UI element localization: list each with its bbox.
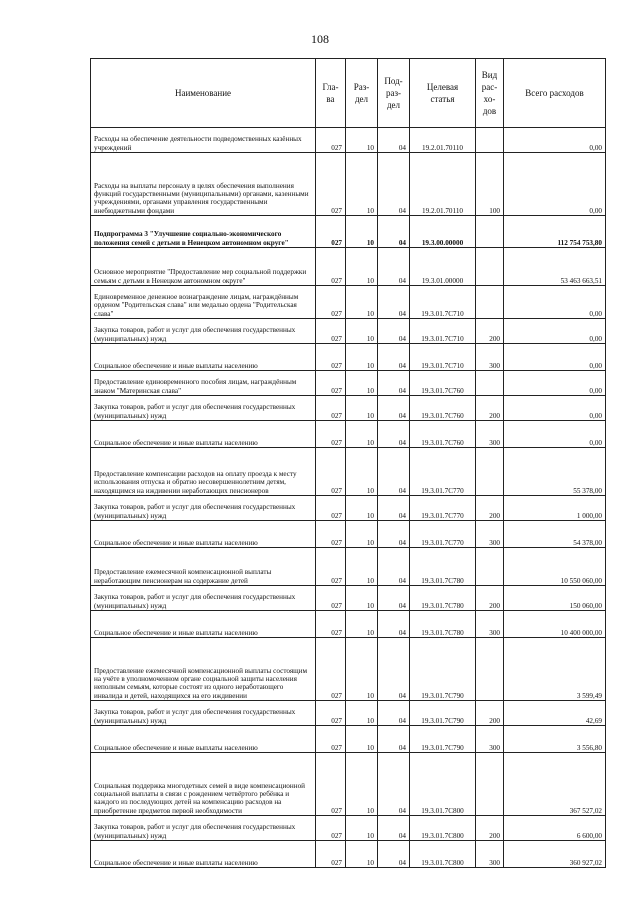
budget-table [90, 58, 606, 868]
row-name: Основное мероприятие "Предоставление мер социальной поддержки семьям с детьми в Ненецком автономном округе" [91, 248, 316, 286]
row-section: 10 [346, 216, 378, 248]
row-total: 0,00 [504, 344, 606, 371]
row-name: Социальное обеспечение и иные выплаты населению [91, 726, 316, 753]
row-section: 10 [346, 726, 378, 753]
row-target: 19.3.01.7C760 [410, 421, 476, 448]
row-chapter: 027 [316, 344, 346, 371]
row-section: 10 [346, 611, 378, 638]
row-chapter: 027 [316, 586, 346, 611]
header-target: Целевая статья [410, 59, 476, 128]
row-subsection: 04 [378, 128, 410, 153]
row-target: 19.3.01.7C790 [410, 638, 476, 701]
table-row [91, 128, 606, 153]
row-expense-type: 300 [476, 726, 504, 753]
row-name: Социальное обеспечение и иные выплаты населению [91, 521, 316, 548]
row-expense-type: 300 [476, 611, 504, 638]
row-subsection: 04 [378, 638, 410, 701]
row-subsection: 04 [378, 344, 410, 371]
row-target: 19.3.01.7C710 [410, 286, 476, 319]
row-total: 1 000,00 [504, 496, 606, 521]
row-total: 0,00 [504, 371, 606, 396]
row-section: 10 [346, 701, 378, 726]
row-subsection: 04 [378, 371, 410, 396]
row-section: 10 [346, 344, 378, 371]
row-target: 19.3.01.7C780 [410, 611, 476, 638]
row-total: 54 378,00 [504, 521, 606, 548]
row-expense-type [476, 638, 504, 701]
row-subsection: 04 [378, 521, 410, 548]
row-section: 10 [346, 128, 378, 153]
table-row [91, 248, 606, 286]
row-target: 19.2.01.70110 [410, 128, 476, 153]
row-chapter: 027 [316, 753, 346, 816]
row-chapter: 027 [316, 128, 346, 153]
row-subsection: 04 [378, 319, 410, 344]
row-name: Закупка товаров, работ и услуг для обеспечения государственных (муниципальных) нужд [91, 701, 316, 726]
row-expense-type: 300 [476, 521, 504, 548]
row-subsection: 04 [378, 726, 410, 753]
row-expense-type [476, 371, 504, 396]
row-total: 150 060,00 [504, 586, 606, 611]
row-total: 0,00 [504, 153, 606, 216]
row-expense-type: 200 [476, 496, 504, 521]
row-target: 19.3.01.7C800 [410, 816, 476, 841]
row-expense-type: 300 [476, 421, 504, 448]
row-section: 10 [346, 841, 378, 868]
row-chapter: 027 [316, 371, 346, 396]
row-total: 0,00 [504, 319, 606, 344]
row-target: 19.3.01.7C780 [410, 548, 476, 586]
row-total: 367 527,02 [504, 753, 606, 816]
row-chapter: 027 [316, 816, 346, 841]
row-expense-type [476, 548, 504, 586]
table-row [91, 521, 606, 548]
row-chapter: 027 [316, 248, 346, 286]
row-subsection: 04 [378, 448, 410, 496]
table-row [91, 396, 606, 421]
row-total: 0,00 [504, 396, 606, 421]
row-subsection: 04 [378, 611, 410, 638]
row-total: 42,69 [504, 701, 606, 726]
row-subsection: 04 [378, 153, 410, 216]
row-name: Социальное обеспечение и иные выплаты населению [91, 611, 316, 638]
row-total: 10 400 000,00 [504, 611, 606, 638]
table-row [91, 726, 606, 753]
row-section: 10 [346, 816, 378, 841]
table-row [91, 448, 606, 496]
row-name: Единовременное денежное вознаграждение лицам, награждённым орденом "Родительская слава" или медалью ордена "Родительская слава" [91, 286, 316, 319]
row-total: 10 550 060,00 [504, 548, 606, 586]
row-expense-type [476, 286, 504, 319]
row-section: 10 [346, 421, 378, 448]
header-expense-type: Вид рас- хо- дов [476, 59, 504, 128]
page-number: 108 [311, 32, 329, 46]
row-name: Предоставление компенсации расходов на оплату проезда к месту использования отпуска и обратно несовершеннолетним детям, находящимся на иждивении неработающих пенсионеров [91, 448, 316, 496]
row-chapter: 027 [316, 319, 346, 344]
row-name: Закупка товаров, работ и услуг для обеспечения государственных (муниципальных) нужд [91, 496, 316, 521]
table-row [91, 153, 606, 216]
row-chapter: 027 [316, 216, 346, 248]
row-name: Социальное обеспечение и иные выплаты населению [91, 841, 316, 868]
table-row [91, 344, 606, 371]
row-chapter: 027 [316, 421, 346, 448]
table-row [91, 216, 606, 248]
row-target: 19.3.01.7C770 [410, 448, 476, 496]
row-section: 10 [346, 319, 378, 344]
row-expense-type: 200 [476, 701, 504, 726]
row-target: 19.3.01.7C760 [410, 396, 476, 421]
row-name: Подпрограмма 3 "Улучшение социально-экономического положения семей с детьми в Ненецком автономном округе" [91, 216, 316, 248]
row-chapter: 027 [316, 448, 346, 496]
header-name: Наименование [91, 59, 316, 128]
row-total: 55 378,00 [504, 448, 606, 496]
row-section: 10 [346, 153, 378, 216]
row-total: 3 556,80 [504, 726, 606, 753]
row-subsection: 04 [378, 753, 410, 816]
row-chapter: 027 [316, 726, 346, 753]
row-expense-type [476, 216, 504, 248]
row-section: 10 [346, 396, 378, 421]
table-row [91, 841, 606, 868]
row-chapter: 027 [316, 548, 346, 586]
row-total: 0,00 [504, 421, 606, 448]
row-name: Социальное обеспечение и иные выплаты населению [91, 344, 316, 371]
row-name: Предоставление ежемесячной компенсационной выплаты состоящим на учёте в уполномоченном органе социальной защиты населения неполным семьям, которые состоят из одного неработающего инвалида и детей, находящихся на его иждивении [91, 638, 316, 701]
row-chapter: 027 [316, 396, 346, 421]
row-subsection: 04 [378, 701, 410, 726]
row-target: 19.3.01.7C760 [410, 371, 476, 396]
row-section: 10 [346, 248, 378, 286]
row-section: 10 [346, 521, 378, 548]
row-total: 0,00 [504, 128, 606, 153]
row-expense-type: 200 [476, 396, 504, 421]
row-name: Закупка товаров, работ и услуг для обеспечения государственных (муниципальных) нужд [91, 816, 316, 841]
row-name: Расходы на выплаты персоналу в целях обеспечения выполнения функций государственными (муниципальными) органами, казенными учреждениями, органами управления государственными внебюджетными фондами [91, 153, 316, 216]
header-section: Раз- дел [346, 59, 378, 128]
row-expense-type: 100 [476, 153, 504, 216]
row-section: 10 [346, 448, 378, 496]
table-row [91, 421, 606, 448]
row-section: 10 [346, 286, 378, 319]
row-chapter: 027 [316, 841, 346, 868]
row-name: Закупка товаров, работ и услуг для обеспечения государственных (муниципальных) нужд [91, 586, 316, 611]
row-subsection: 04 [378, 286, 410, 319]
row-subsection: 04 [378, 816, 410, 841]
row-expense-type: 200 [476, 586, 504, 611]
row-total: 6 600,00 [504, 816, 606, 841]
row-subsection: 04 [378, 841, 410, 868]
table-row [91, 286, 606, 319]
row-expense-type: 300 [476, 841, 504, 868]
row-subsection: 04 [378, 496, 410, 521]
row-total: 0,00 [504, 286, 606, 319]
row-subsection: 04 [378, 216, 410, 248]
row-section: 10 [346, 638, 378, 701]
row-name: Закупка товаров, работ и услуг для обеспечения государственных (муниципальных) нужд [91, 319, 316, 344]
row-total: 3 599,49 [504, 638, 606, 701]
table-row [91, 611, 606, 638]
row-target: 19.3.01.00000 [410, 248, 476, 286]
row-chapter: 027 [316, 638, 346, 701]
row-total: 112 754 753,80 [504, 216, 606, 248]
table-row [91, 548, 606, 586]
row-target: 19.3.01.7C780 [410, 586, 476, 611]
row-subsection: 04 [378, 548, 410, 586]
row-expense-type: 200 [476, 319, 504, 344]
table-row [91, 371, 606, 396]
row-section: 10 [346, 753, 378, 816]
row-target: 19.3.01.7C710 [410, 344, 476, 371]
row-target: 19.2.01.70110 [410, 153, 476, 216]
row-section: 10 [346, 548, 378, 586]
header-subsection: Под- раз- дел [378, 59, 410, 128]
row-target: 19.3.01.7C790 [410, 701, 476, 726]
row-chapter: 027 [316, 286, 346, 319]
row-section: 10 [346, 586, 378, 611]
table-header-row [91, 59, 606, 128]
row-target: 19.3.00.00000 [410, 216, 476, 248]
row-chapter: 027 [316, 521, 346, 548]
row-chapter: 027 [316, 611, 346, 638]
row-expense-type [476, 448, 504, 496]
row-name: Закупка товаров, работ и услуг для обеспечения государственных (муниципальных) нужд [91, 396, 316, 421]
row-subsection: 04 [378, 248, 410, 286]
row-name: Расходы на обеспечение деятельности подведомственных казённых учреждений [91, 128, 316, 153]
row-target: 19.3.01.7C770 [410, 496, 476, 521]
table-row [91, 701, 606, 726]
row-total: 360 927,02 [504, 841, 606, 868]
row-subsection: 04 [378, 421, 410, 448]
header-chapter: Гла- ва [316, 59, 346, 128]
row-expense-type [476, 248, 504, 286]
row-section: 10 [346, 496, 378, 521]
row-chapter: 027 [316, 496, 346, 521]
row-name: Предоставление единовременного пособия лицам, награждённым знаком "Материнская слава" [91, 371, 316, 396]
row-expense-type [476, 753, 504, 816]
row-expense-type [476, 128, 504, 153]
table-row [91, 638, 606, 701]
row-name: Предоставление ежемесячной компенсационной выплаты неработающим пенсионерам на содержание детей [91, 548, 316, 586]
row-target: 19.3.01.7C710 [410, 319, 476, 344]
table-row [91, 586, 606, 611]
row-total: 53 463 663,51 [504, 248, 606, 286]
table-row [91, 816, 606, 841]
row-expense-type: 300 [476, 344, 504, 371]
header-total: Всего расходов [504, 59, 606, 128]
row-target: 19.3.01.7C770 [410, 521, 476, 548]
row-target: 19.3.01.7C800 [410, 753, 476, 816]
row-target: 19.3.01.7C800 [410, 841, 476, 868]
row-subsection: 04 [378, 586, 410, 611]
table-row [91, 319, 606, 344]
table-row [91, 753, 606, 816]
row-chapter: 027 [316, 153, 346, 216]
row-name: Социальная поддержка многодетных семей в виде компенсационной социальной выплаты в связи с рождением четвёртого ребёнка и каждого из последующих детей на компенсацию расходов на приобретение предметов первой необходимости [91, 753, 316, 816]
row-subsection: 04 [378, 396, 410, 421]
row-chapter: 027 [316, 701, 346, 726]
row-name: Социальное обеспечение и иные выплаты населению [91, 421, 316, 448]
row-section: 10 [346, 371, 378, 396]
row-target: 19.3.01.7C790 [410, 726, 476, 753]
table-row [91, 496, 606, 521]
row-expense-type: 200 [476, 816, 504, 841]
